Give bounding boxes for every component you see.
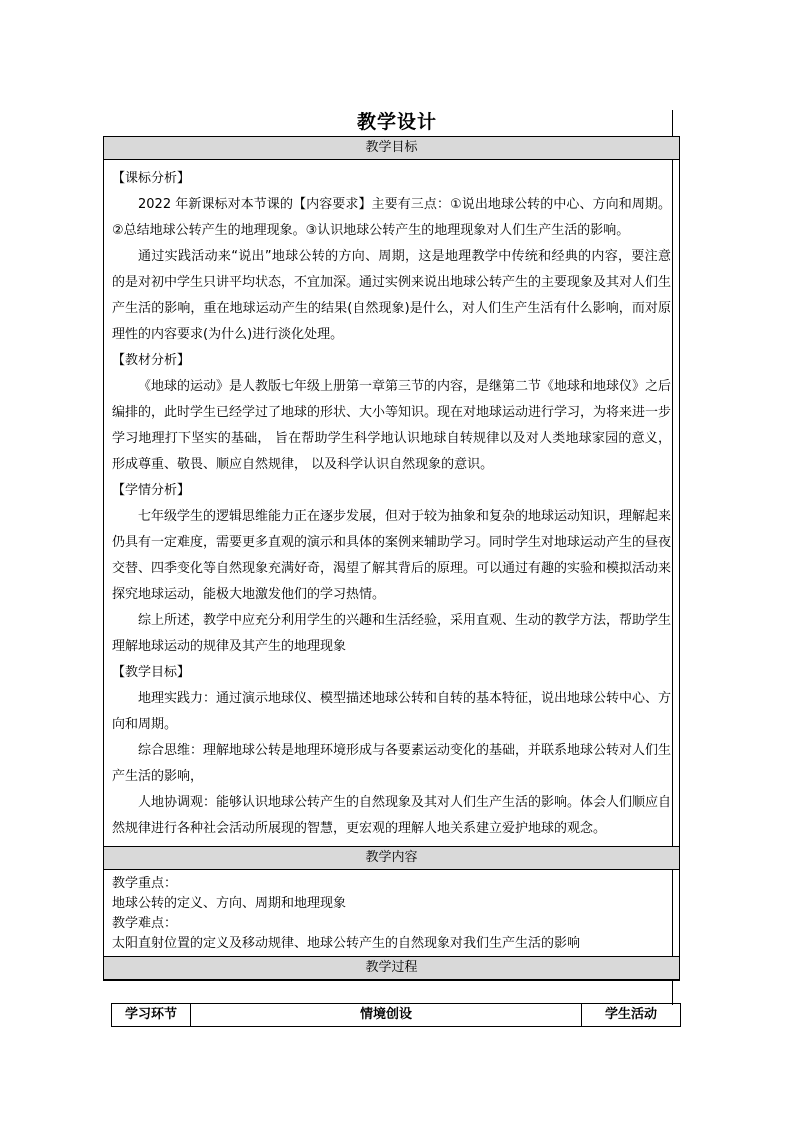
difficulties-label: 教学难点： — [112, 916, 178, 931]
textbook-label: 【教材分析】 — [112, 353, 191, 368]
key-points-label: 教学重点： — [112, 876, 178, 891]
students-paragraph: 综上所述，教学中应充分利用学生的兴趣和生活经验，采用直观、生动的教学方法，帮助学生理解地球运动的规律及其产生的地理现象 — [112, 613, 672, 654]
content-section — [104, 870, 679, 956]
page-title: 教学设计 — [356, 111, 437, 133]
curriculum-paragraph: 2022 年新课标对本节课的【内容要求】主要有三点：①说出地球公转的中心、方向和周期。②总结地球公转产生的地理现象。③认识地球公转产生的地理现象对人们生产生活的影响。 — [112, 197, 671, 238]
key-points-text: 地球公转的定义、方向、周期和地理现象 — [112, 896, 347, 911]
objective-paragraph: 地理实践力：通过演示地球仪、模型描述地球公转和自转的基本特征，说出地球公转中心、方向和周期。 — [112, 691, 672, 732]
objectives-label: 【教学目标】 — [112, 665, 191, 680]
goals-header: 教学目标 — [104, 137, 679, 160]
goals-section — [104, 160, 679, 846]
lesson-plan-table — [103, 136, 680, 981]
curriculum-label: 【课标分析】 — [112, 171, 191, 186]
textbook-paragraph: 《地球的运动》是人教版七年级上册第一章第三节的内容，是继第二节《地球和地球仪》之后编排的，此时学生已经学过了地球的形状、大小等知识。现在对地球运动进行学习，为将来进一步学习地理打下坚实的基础， 旨在帮助学生科学地认识地球自转规律以及对人类地球家园的意义，形成尊重、敬畏、顺应自然规律， 以及科学认识自然现象的意识。 — [112, 379, 672, 472]
curriculum-paragraph: 通过实践活动来“说出”地球公转的方向、周期，这是地理教学中传统和经典的内容，要注意的是对初中学生只讲平均状态，不宜加深。通过实例来说出地球公转产生的主要现象及其对人们生产生活的影响，重在地球运动产生的结果(自然现象)是什么，对人们生产生活有什么影响，而对原理性的内容要求(为什么)进行淡化处理。 — [112, 249, 672, 342]
col-learning-stage: 学习环节 — [112, 1004, 191, 1026]
col-scenario: 情境创设 — [191, 1004, 582, 1026]
process-header: 教学过程 — [104, 956, 679, 980]
objective-paragraph: 人地协调观：能够认识地球公转产生的自然现象及其对人们生产生活的影响。体会人们顺应自然规律进行各种社会活动所展现的智慧，更宏观的理解人地关系建立爱护地球的观念。 — [112, 795, 672, 836]
students-label: 【学情分析】 — [112, 483, 191, 498]
process-table-header-row — [111, 1003, 681, 1027]
objective-paragraph: 综合思维：理解地球公转是地理环境形成与各要素运动变化的基础，并联系地球公转对人们生产生活的影响， — [112, 743, 672, 784]
content-header: 教学内容 — [104, 846, 679, 870]
difficulties-text: 太阳直射位置的定义及移动规律、地球公转产生的自然现象对我们生产生活的影响 — [112, 936, 581, 951]
col-student-activity: 学生活动 — [604, 1007, 657, 1022]
students-paragraph: 七年级学生的逻辑思维能力正在逐步发展，但对于较为抽象和复杂的地球运动知识，理解起来仍具有一定难度，需要更多直观的演示和具体的案例来辅助学习。同时学生对地球运动产生的昼夜交替、四季变化等自然现象充满好奇，渴望了解其背后的原理。可以通过有趣的实验和模拟活动来探究地球运动，能极大地激发他们的学习热情。 — [112, 509, 672, 602]
